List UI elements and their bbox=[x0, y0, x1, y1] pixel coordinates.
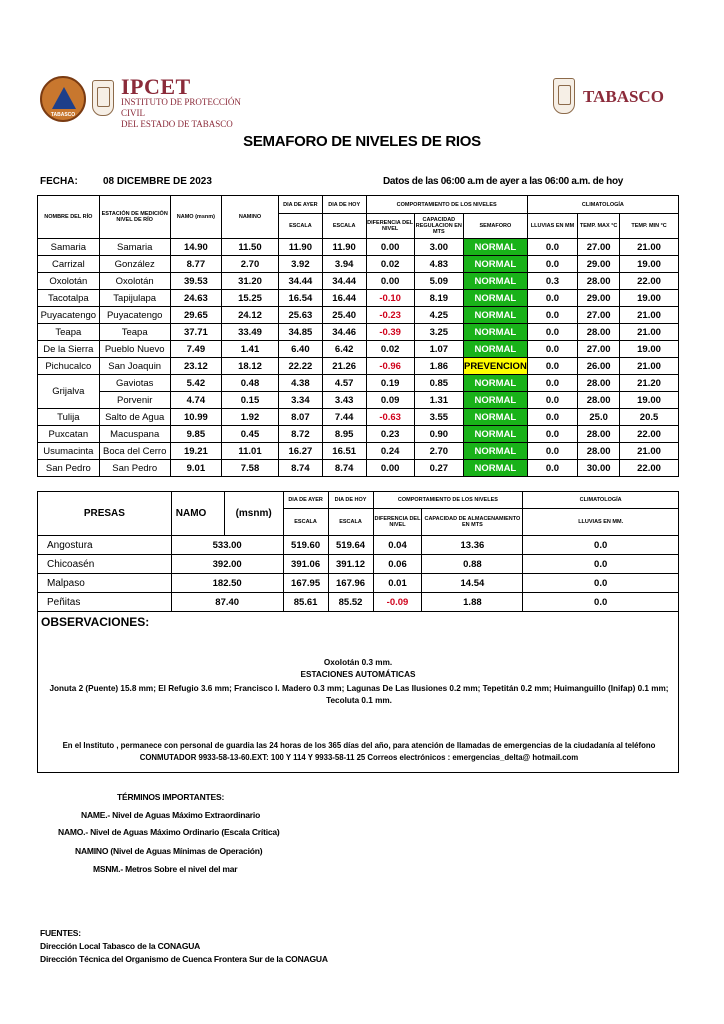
cell-sem: NORMAL bbox=[463, 375, 527, 392]
cell-namo: 37.71 bbox=[170, 324, 221, 341]
cell-cap: 8.19 bbox=[414, 290, 463, 307]
cell-tmax: 27.00 bbox=[578, 307, 620, 324]
table-row bbox=[38, 536, 679, 555]
cell-dif: 0.19 bbox=[366, 375, 414, 392]
header-lluvias: LLUVIAS EN MM bbox=[527, 214, 577, 239]
cell-dif: -0.63 bbox=[366, 409, 414, 426]
cell-cap: 5.09 bbox=[414, 273, 463, 290]
cell-lluv: 0.0 bbox=[527, 307, 577, 324]
cell-est: San Pedro bbox=[99, 460, 170, 477]
cell-namino: 2.70 bbox=[222, 256, 279, 273]
cell-cap: 13.36 bbox=[422, 536, 523, 555]
cell-dif: 0.24 bbox=[366, 443, 414, 460]
cell-ayer: 34.44 bbox=[278, 273, 322, 290]
header-climatologia: CLIMATOLOGÍA bbox=[527, 196, 678, 214]
cell-rio: Tulija bbox=[38, 409, 100, 426]
cell-tmin: 19.00 bbox=[620, 392, 679, 409]
fuentes-title: FUENTES: bbox=[40, 928, 81, 938]
cell-hoy: 8.74 bbox=[322, 460, 366, 477]
header-comportamiento: COMPORTAMIENTO DE LOS NIVELES bbox=[366, 196, 527, 214]
cell-sem: NORMAL bbox=[463, 460, 527, 477]
cell-ayer: 3.92 bbox=[278, 256, 322, 273]
cell-est: Salto de Agua bbox=[99, 409, 170, 426]
header-temp-max: TEMP. MAX °C bbox=[578, 214, 620, 239]
termino-namino: NAMINO (Nivel de Aguas Mínimas de Operación) bbox=[75, 846, 263, 856]
table-row bbox=[38, 256, 679, 273]
cell-lluv: 0.0 bbox=[527, 443, 577, 460]
cell-rio: Carrizal bbox=[38, 256, 100, 273]
cell-cap: 14.54 bbox=[422, 574, 523, 593]
observaciones-title: OBSERVACIONES: bbox=[41, 615, 150, 629]
cell-namo: 7.49 bbox=[170, 341, 221, 358]
cell-dif: 0.02 bbox=[366, 341, 414, 358]
header-escala-hoy: ESCALA bbox=[322, 214, 366, 239]
cell-tmin: 21.00 bbox=[620, 358, 679, 375]
cell-est: Pueblo Nuevo bbox=[99, 341, 170, 358]
cell-tmin: 20.5 bbox=[620, 409, 679, 426]
observaciones-line: ESTACIONES AUTOMÁTICAS bbox=[300, 670, 416, 679]
cell-est: Tapijulapa bbox=[99, 290, 170, 307]
header-presas-escala-hoy: ESCALA bbox=[328, 509, 373, 536]
cell-hoy: 16.51 bbox=[322, 443, 366, 460]
cell-cap: 1.86 bbox=[414, 358, 463, 375]
header-presas-climatologia: CLIMATOLOGÍA bbox=[523, 492, 679, 509]
termino-namo: NAMO.- Nivel de Aguas Máximo Ordinario (Escala Crítica) bbox=[58, 827, 280, 837]
cell-cap: 1.88 bbox=[422, 593, 523, 612]
cell-sem: NORMAL bbox=[463, 341, 527, 358]
cell-namo: 5.42 bbox=[170, 375, 221, 392]
cell-dif: 0.09 bbox=[366, 392, 414, 409]
observaciones-box bbox=[37, 611, 679, 773]
cell-namino: 31.20 bbox=[222, 273, 279, 290]
cell-sem: NORMAL bbox=[463, 443, 527, 460]
cell-tmin: 21.00 bbox=[620, 324, 679, 341]
cell-tmax: 28.00 bbox=[578, 392, 620, 409]
cell-hoy: 7.44 bbox=[322, 409, 366, 426]
table-row bbox=[38, 392, 679, 409]
cell-namo: 392.00 bbox=[171, 555, 283, 574]
header-presas: PRESAS bbox=[38, 492, 172, 536]
cell-lluv: 0.0 bbox=[527, 256, 577, 273]
cell-tmin: 22.00 bbox=[620, 273, 679, 290]
cell-tmax: 28.00 bbox=[578, 426, 620, 443]
cell-tmax: 28.00 bbox=[578, 324, 620, 341]
cell-lluv: 0.0 bbox=[527, 341, 577, 358]
cell-hoy: 3.94 bbox=[322, 256, 366, 273]
ipcet-subtitle: INSTITUTO DE PROTECCIÓN CIVIL DEL ESTADO DE TABASCO bbox=[121, 97, 241, 129]
cell-lluv: 0.0 bbox=[527, 375, 577, 392]
cell-hoy: 25.40 bbox=[322, 307, 366, 324]
header-capacidad: CAPACIDAD REGULACION EN MTS bbox=[414, 214, 463, 239]
cell-cap: 0.27 bbox=[414, 460, 463, 477]
header-presas-lluvias: LLUVIAS EN MM. bbox=[523, 509, 679, 536]
header-temp-min: TEMP. MIN °C bbox=[620, 214, 679, 239]
cell-est: Gaviotas bbox=[99, 375, 170, 392]
cell-name: Chicoasén bbox=[38, 555, 172, 574]
cell-tmin: 21.00 bbox=[620, 239, 679, 256]
cell-cap: 3.00 bbox=[414, 239, 463, 256]
header-namino: NAMINO bbox=[222, 196, 279, 239]
cell-sem: NORMAL bbox=[463, 426, 527, 443]
header-presas-dia-ayer: DIA DE AYER bbox=[283, 492, 328, 509]
dams-table bbox=[37, 491, 679, 612]
cell-est: Teapa bbox=[99, 324, 170, 341]
cell-ayer: 16.27 bbox=[278, 443, 322, 460]
fuente-line: Dirección Técnica del Organismo de Cuenca Frontera Sur de la CONAGUA bbox=[40, 954, 328, 964]
cell-tmax: 29.00 bbox=[578, 256, 620, 273]
cell-tmax: 28.00 bbox=[578, 273, 620, 290]
cell-dif: 0.06 bbox=[373, 555, 422, 574]
cell-ayer: 8.72 bbox=[278, 426, 322, 443]
cell-hoy: 11.90 bbox=[322, 239, 366, 256]
tabasco-crest-icon bbox=[92, 80, 114, 116]
cell-ayer: 11.90 bbox=[278, 239, 322, 256]
observaciones-line: Jonuta 2 (Puente) 15.8 mm; El Refugio 3.6 mm; Francisco I. Madero 0.3 mm; Lagunas De Las Ilusiones 0.2 mm; Tepetitán 0.2 mm; Huimanguillo (Inifap) 0.1 mm; Tecoluta 0.1 mm. bbox=[49, 684, 669, 705]
cell-namino: 15.25 bbox=[222, 290, 279, 307]
cell-tmax: 25.0 bbox=[578, 409, 620, 426]
cell-dif: -0.09 bbox=[373, 593, 422, 612]
table-row bbox=[38, 341, 679, 358]
cell-cap: 3.25 bbox=[414, 324, 463, 341]
cell-namo: 14.90 bbox=[170, 239, 221, 256]
cell-namino: 1.92 bbox=[222, 409, 279, 426]
cell-hoy: 3.43 bbox=[322, 392, 366, 409]
table-row bbox=[38, 358, 679, 375]
header-presas-diferencia: DIFERENCIA DEL NIVEL bbox=[373, 509, 422, 536]
cell-sem: NORMAL bbox=[463, 307, 527, 324]
table-row bbox=[38, 273, 679, 290]
cell-cap: 0.90 bbox=[414, 426, 463, 443]
cell-cap: 3.55 bbox=[414, 409, 463, 426]
cell-namino: 7.58 bbox=[222, 460, 279, 477]
header-dia-hoy: DIA DE HOY bbox=[322, 196, 366, 214]
cell-tmax: 27.00 bbox=[578, 239, 620, 256]
cell-dif: 0.00 bbox=[366, 239, 414, 256]
cell-cap: 2.70 bbox=[414, 443, 463, 460]
cell-hoy: 519.64 bbox=[328, 536, 373, 555]
cell-est: San Joaquin bbox=[99, 358, 170, 375]
cell-sem: PREVENCION bbox=[463, 358, 527, 375]
cell-namo: 182.50 bbox=[171, 574, 283, 593]
header-diferencia: DIFERENCIA DEL NIVEL bbox=[366, 214, 414, 239]
cell-hoy: 6.42 bbox=[322, 341, 366, 358]
cell-namo: 4.74 bbox=[170, 392, 221, 409]
fuente-line: Dirección Local Tabasco de la CONAGUA bbox=[40, 941, 201, 951]
header-semaforo: SEMAFORO bbox=[463, 214, 527, 239]
cell-lluv: 0.0 bbox=[523, 555, 679, 574]
cell-lluv: 0.0 bbox=[527, 290, 577, 307]
cell-rio: Puxcatan bbox=[38, 426, 100, 443]
cell-lluv: 0.3 bbox=[527, 273, 577, 290]
cell-lluv: 0.0 bbox=[523, 593, 679, 612]
cell-ayer: 6.40 bbox=[278, 341, 322, 358]
cell-dif: 0.02 bbox=[366, 256, 414, 273]
cell-cap: 1.31 bbox=[414, 392, 463, 409]
cell-namo: 87.40 bbox=[171, 593, 283, 612]
header-presas-capacidad: CAPACIDAD DE ALMACENAMIENTO EN MTS bbox=[422, 509, 523, 536]
cell-lluv: 0.0 bbox=[527, 460, 577, 477]
cell-namino: 33.49 bbox=[222, 324, 279, 341]
termino-name: NAME.- Nivel de Aguas Máximo Extraordinario bbox=[81, 810, 261, 820]
cell-rio: Oxolotán bbox=[38, 273, 100, 290]
cell-ayer: 4.38 bbox=[278, 375, 322, 392]
cell-tmin: 19.00 bbox=[620, 256, 679, 273]
observaciones-line: Oxolotán 0.3 mm. bbox=[323, 658, 393, 667]
protection-civil-seal-icon: TABASCO bbox=[40, 76, 86, 122]
cell-lluv: 0.0 bbox=[527, 392, 577, 409]
cell-namo: 9.01 bbox=[170, 460, 221, 477]
cell-hoy: 34.46 bbox=[322, 324, 366, 341]
cell-sem: NORMAL bbox=[463, 392, 527, 409]
cell-tmin: 19.00 bbox=[620, 341, 679, 358]
cell-dif: 0.01 bbox=[373, 574, 422, 593]
table-row bbox=[38, 593, 679, 612]
cell-namo: 23.12 bbox=[170, 358, 221, 375]
terminos-title: TÉRMINOS IMPORTANTES: bbox=[117, 792, 225, 802]
cell-lluv: 0.0 bbox=[527, 358, 577, 375]
cell-cap: 0.88 bbox=[422, 555, 523, 574]
fecha-label: FECHA: bbox=[40, 176, 78, 187]
cell-name: Peñitas bbox=[38, 593, 172, 612]
cell-lluv: 0.0 bbox=[523, 536, 679, 555]
cell-sem: NORMAL bbox=[463, 273, 527, 290]
cell-dif: -0.23 bbox=[366, 307, 414, 324]
table-row bbox=[38, 555, 679, 574]
cell-lluv: 0.0 bbox=[527, 409, 577, 426]
header-nombre-rio: NOMBRE DEL RÍO bbox=[38, 196, 100, 239]
cell-ayer: 85.61 bbox=[283, 593, 328, 612]
cell-dif: -0.96 bbox=[366, 358, 414, 375]
cell-sem: NORMAL bbox=[463, 324, 527, 341]
cell-rio: Puyacatengo bbox=[38, 307, 100, 324]
cell-name: Angostura bbox=[38, 536, 172, 555]
cell-hoy: 21.26 bbox=[322, 358, 366, 375]
table-row bbox=[38, 290, 679, 307]
cell-tmin: 21.00 bbox=[620, 307, 679, 324]
cell-tmax: 26.00 bbox=[578, 358, 620, 375]
cell-lluv: 0.0 bbox=[527, 239, 577, 256]
contact-info: En el Instituto , permanece con personal de guardia las 24 horas de los 365 días del año, para atención de llamadas de emergencias de la ciudadanía al teléfono CONMUTADOR 9933-58-13-60.EXT: 100 Y 114 Y 9933-58-11 25 Correos electrónicos : emergencias_delta@ hotmail.com bbox=[62, 741, 656, 762]
page-header bbox=[0, 0, 724, 130]
cell-hoy: 4.57 bbox=[322, 375, 366, 392]
cell-rio: Samaria bbox=[38, 239, 100, 256]
tabasco-logo-text: TABASCO bbox=[583, 87, 664, 106]
header-namo: NAMO (msnm) bbox=[170, 196, 221, 239]
cell-tmax: 28.00 bbox=[578, 375, 620, 392]
header-presas-escala-ayer: ESCALA bbox=[283, 509, 328, 536]
cell-cap: 0.85 bbox=[414, 375, 463, 392]
cell-est: Puyacatengo bbox=[99, 307, 170, 324]
cell-ayer: 8.07 bbox=[278, 409, 322, 426]
cell-ayer: 25.63 bbox=[278, 307, 322, 324]
table-row bbox=[38, 409, 679, 426]
cell-tmax: 29.00 bbox=[578, 290, 620, 307]
cell-cap: 4.83 bbox=[414, 256, 463, 273]
cell-tmin: 19.00 bbox=[620, 290, 679, 307]
cell-ayer: 167.95 bbox=[283, 574, 328, 593]
cell-dif: -0.39 bbox=[366, 324, 414, 341]
header-escala-ayer: ESCALA bbox=[278, 214, 322, 239]
document-title: SEMAFORO DE NIVELES DE RIOS bbox=[243, 133, 481, 150]
cell-ayer: 34.85 bbox=[278, 324, 322, 341]
tabasco-crest-icon bbox=[553, 78, 575, 114]
cell-dif: -0.10 bbox=[366, 290, 414, 307]
cell-cap: 4.25 bbox=[414, 307, 463, 324]
cell-est: González bbox=[99, 256, 170, 273]
cell-est: Macuspana bbox=[99, 426, 170, 443]
header-estacion: ESTACIÓN DE MEDICIÓN NIVEL DE RÍO bbox=[99, 196, 170, 239]
table-row bbox=[38, 460, 679, 477]
table-row bbox=[38, 324, 679, 341]
rivers-table bbox=[37, 195, 679, 477]
cell-lluv: 0.0 bbox=[523, 574, 679, 593]
cell-rio: Pichucalco bbox=[38, 358, 100, 375]
cell-tmax: 28.00 bbox=[578, 443, 620, 460]
cell-dif: 0.04 bbox=[373, 536, 422, 555]
cell-namo: 39.53 bbox=[170, 273, 221, 290]
table-row bbox=[38, 426, 679, 443]
cell-rio: Usumacinta bbox=[38, 443, 100, 460]
cell-hoy: 8.95 bbox=[322, 426, 366, 443]
cell-namino: 0.15 bbox=[222, 392, 279, 409]
cell-ayer: 391.06 bbox=[283, 555, 328, 574]
cell-namo: 19.21 bbox=[170, 443, 221, 460]
cell-tmax: 27.00 bbox=[578, 341, 620, 358]
cell-namo: 533.00 bbox=[171, 536, 283, 555]
cell-tmin: 21.00 bbox=[620, 443, 679, 460]
cell-hoy: 167.96 bbox=[328, 574, 373, 593]
cell-hoy: 34.44 bbox=[322, 273, 366, 290]
cell-est: Oxolotán bbox=[99, 273, 170, 290]
cell-ayer: 3.34 bbox=[278, 392, 322, 409]
cell-namino: 11.50 bbox=[222, 239, 279, 256]
cell-namino: 11.01 bbox=[222, 443, 279, 460]
cell-tmin: 22.00 bbox=[620, 426, 679, 443]
cell-tmin: 21.20 bbox=[620, 375, 679, 392]
cell-rio: Teapa bbox=[38, 324, 100, 341]
cell-namino: 1.41 bbox=[222, 341, 279, 358]
cell-namo: 9.85 bbox=[170, 426, 221, 443]
cell-est: Samaria bbox=[99, 239, 170, 256]
fecha-value: 08 DICEMBRE DE 2023 bbox=[103, 176, 212, 187]
cell-dif: 0.23 bbox=[366, 426, 414, 443]
table-row bbox=[38, 375, 679, 392]
header-presas-dia-hoy: DIA DE HOY bbox=[328, 492, 373, 509]
table-row bbox=[38, 307, 679, 324]
cell-sem: NORMAL bbox=[463, 409, 527, 426]
cell-rio: San Pedro bbox=[38, 460, 100, 477]
cell-est: Porvenir bbox=[99, 392, 170, 409]
cell-ayer: 16.54 bbox=[278, 290, 322, 307]
table-row bbox=[38, 239, 679, 256]
cell-namino: 0.48 bbox=[222, 375, 279, 392]
cell-lluv: 0.0 bbox=[527, 426, 577, 443]
cell-namo: 29.65 bbox=[170, 307, 221, 324]
header-dia-ayer: DIA DE AYER bbox=[278, 196, 322, 214]
ipcet-title: IPCET bbox=[121, 74, 191, 99]
header-presas-namo: NAMO bbox=[171, 492, 224, 536]
cell-sem: NORMAL bbox=[463, 239, 527, 256]
cell-rio: De la Sierra bbox=[38, 341, 100, 358]
cell-tmax: 30.00 bbox=[578, 460, 620, 477]
cell-sem: NORMAL bbox=[463, 256, 527, 273]
header-presas-msnm: (msnm) bbox=[224, 492, 283, 536]
table-row bbox=[38, 574, 679, 593]
cell-namino: 24.12 bbox=[222, 307, 279, 324]
header-presas-comportamiento: COMPORTAMIENTO DE LOS NIVELES bbox=[373, 492, 523, 509]
cell-hoy: 391.12 bbox=[328, 555, 373, 574]
cell-namo: 24.63 bbox=[170, 290, 221, 307]
cell-namo: 8.77 bbox=[170, 256, 221, 273]
cell-namino: 18.12 bbox=[222, 358, 279, 375]
cell-hoy: 85.52 bbox=[328, 593, 373, 612]
cell-name: Malpaso bbox=[38, 574, 172, 593]
cell-hoy: 16.44 bbox=[322, 290, 366, 307]
table-row bbox=[38, 443, 679, 460]
cell-dif: 0.00 bbox=[366, 273, 414, 290]
cell-ayer: 8.74 bbox=[278, 460, 322, 477]
cell-dif: 0.00 bbox=[366, 460, 414, 477]
termino-msnm: MSNM.- Metros Sobre el nivel del mar bbox=[93, 864, 238, 874]
cell-rio: Grijalva bbox=[38, 375, 100, 409]
cell-cap: 1.07 bbox=[414, 341, 463, 358]
cell-namo: 10.99 bbox=[170, 409, 221, 426]
cell-tmin: 22.00 bbox=[620, 460, 679, 477]
data-period: Datos de las 06:00 a.m de ayer a las 06:00 a.m. de hoy bbox=[383, 176, 624, 187]
cell-sem: NORMAL bbox=[463, 290, 527, 307]
cell-ayer: 22.22 bbox=[278, 358, 322, 375]
cell-rio: Tacotalpa bbox=[38, 290, 100, 307]
cell-lluv: 0.0 bbox=[527, 324, 577, 341]
cell-namino: 0.45 bbox=[222, 426, 279, 443]
cell-est: Boca del Cerro bbox=[99, 443, 170, 460]
cell-ayer: 519.60 bbox=[283, 536, 328, 555]
